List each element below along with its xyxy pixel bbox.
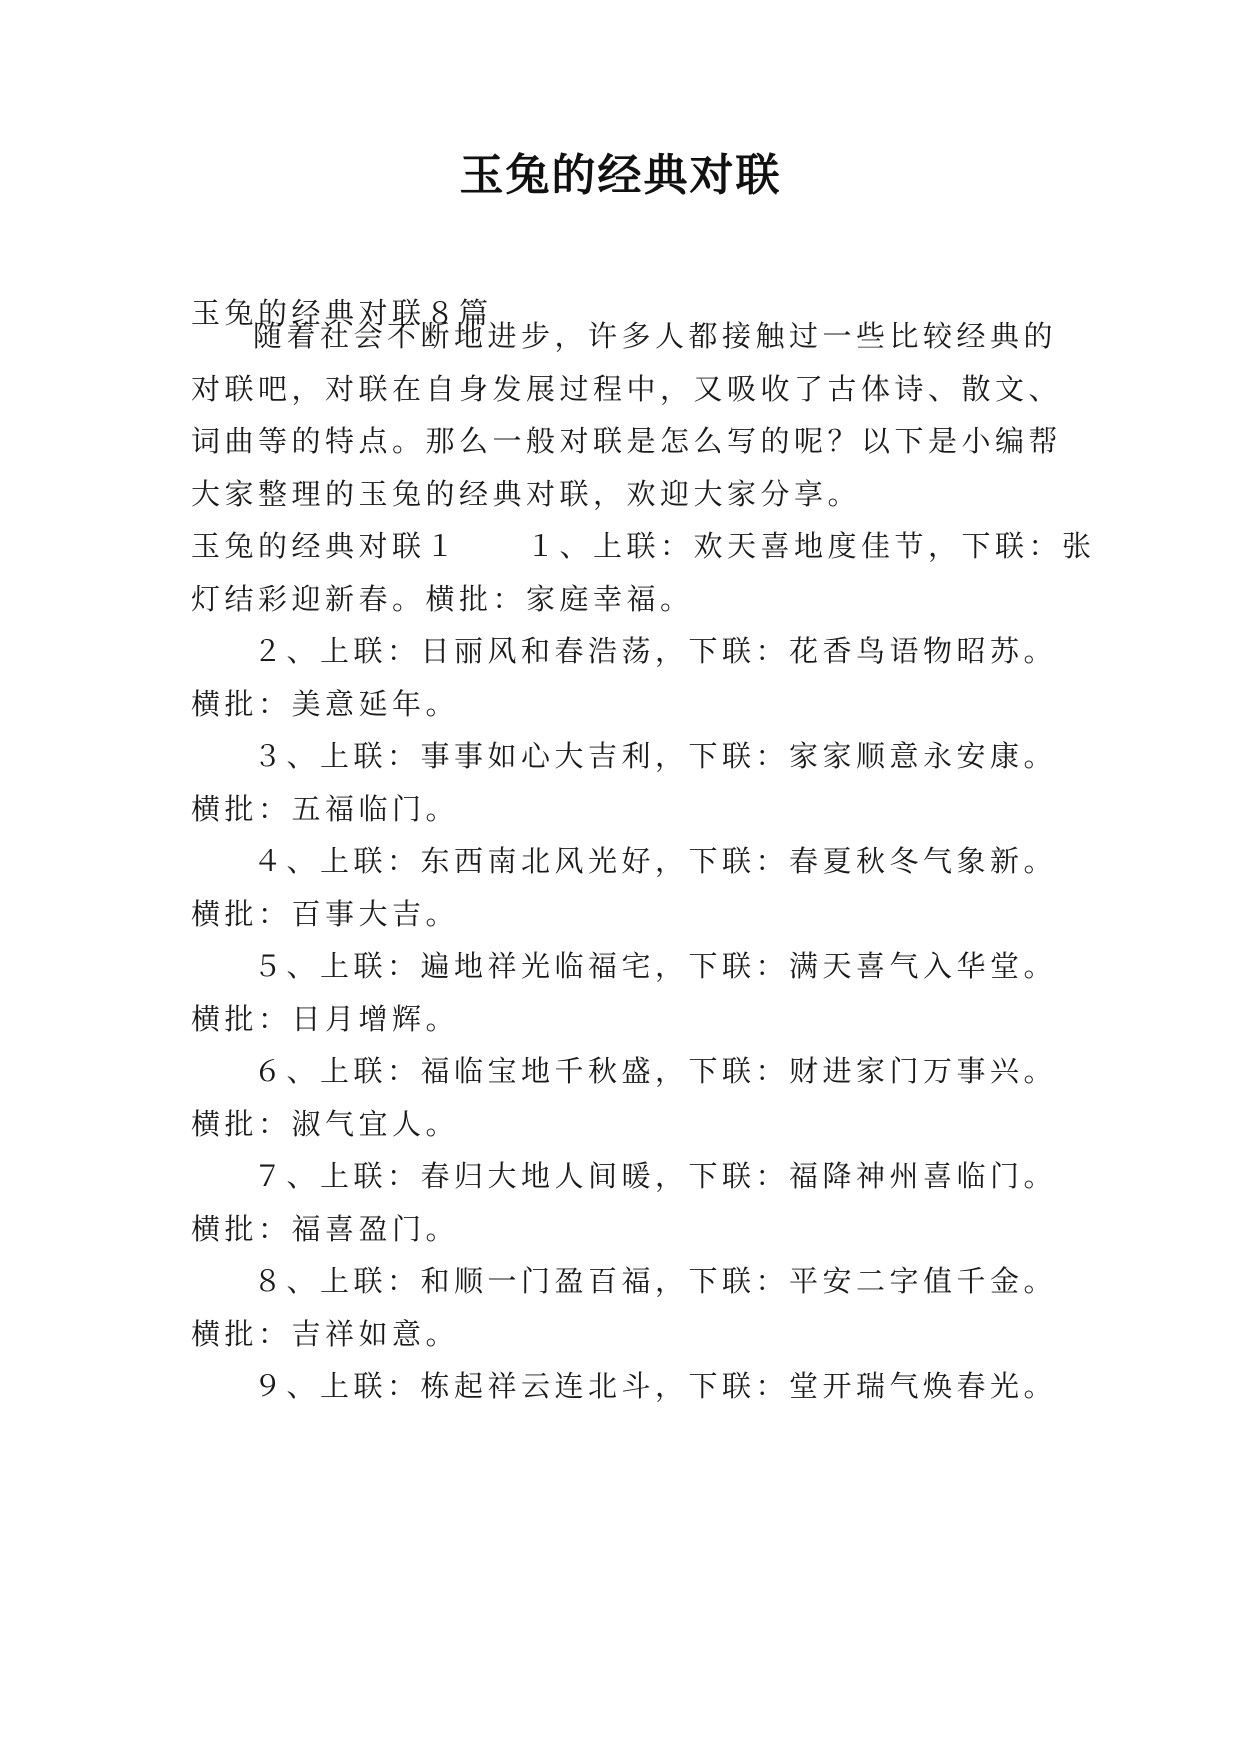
section-continuation-line: 灯结彩迎新春。横批：家庭幸福。: [191, 582, 694, 616]
intro-line-2: 对联吧，对联在自身发展过程中，又吸收了古体诗、散文、: [191, 372, 1063, 406]
couplet-2-line: ２、上联：日丽风和春浩荡，下联：花香鸟语物昭苏。: [253, 634, 1058, 668]
couplet-4-hengpi: 横批：百事大吉。: [191, 897, 460, 931]
document-subtitle: 玉兔的经典对联８篇: [191, 296, 493, 330]
couplet-5-line: ５、上联：遍地祥光临福宅，下联：满天喜气入华堂。: [253, 949, 1058, 983]
couplet-8-line: ８、上联：和顺一门盈百福，下联：平安二字值千金。: [253, 1264, 1058, 1298]
document-title: 玉兔的经典对联: [459, 150, 782, 201]
couplet-2-hengpi: 横批：美意延年。: [191, 687, 460, 721]
couplet-4-line: ４、上联：东西南北风光好，下联：春夏秋冬气象新。: [253, 844, 1058, 878]
section-heading-line: 玉兔的经典对联１ １、上联：欢天喜地度佳节，下联：张: [191, 529, 1096, 563]
couplet-7-hengpi: 横批：福喜盈门。: [191, 1212, 460, 1246]
couplet-3-hengpi: 横批：五福临门。: [191, 792, 460, 826]
couplet-8-hengpi: 横批：吉祥如意。: [191, 1317, 460, 1351]
intro-line-4: 大家整理的玉兔的经典对联，欢迎大家分享。: [191, 477, 862, 511]
intro-line-3: 词曲等的特点。那么一般对联是怎么写的呢？以下是小编帮: [191, 424, 1063, 458]
couplet-9-line: ９、上联：栋起祥云连北斗，下联：堂开瑞气焕春光。: [253, 1369, 1058, 1403]
couplet-3-line: ３、上联：事事如心大吉利，下联：家家顺意永安康。: [253, 739, 1058, 773]
couplet-6-hengpi: 横批：淑气宜人。: [191, 1107, 460, 1141]
couplet-7-line: ７、上联：春归大地人间暖，下联：福降神州喜临门。: [253, 1159, 1058, 1193]
intro-line-1: 随着社会不断地进步，许多人都接触过一些比较经典的: [253, 319, 1058, 353]
couplet-6-line: ６、上联：福临宝地千秋盛，下联：财进家门万事兴。: [253, 1054, 1058, 1088]
couplet-5-hengpi: 横批：日月增辉。: [191, 1002, 460, 1036]
